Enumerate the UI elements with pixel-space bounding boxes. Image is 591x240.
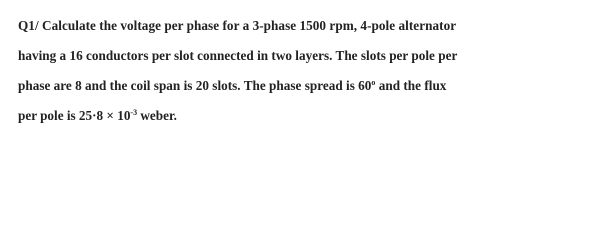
exponent: -3 [130,108,138,117]
question-line-3 [18,71,584,101]
question-line-1: Q1/ Calculate the voltage per phase for a 3-phase 1500 rpm, 4-pole alternator [18,18,457,33]
question-line-3-end: and the flux [375,78,447,93]
question-line-4-end: weber. [137,108,177,123]
question-line-3-text: phase are 8 and the coil span is 20 slots. The phase spread is 60 [18,78,372,93]
question-text [18,11,584,131]
question-line-2: having a 16 conductors per slot connected in two layers. The slots per pole per [18,48,458,63]
degree-symbol: o [371,78,376,87]
question-line-4-text: per pole is 25·8 × 10 [18,108,131,123]
question-line-4 [18,101,584,131]
